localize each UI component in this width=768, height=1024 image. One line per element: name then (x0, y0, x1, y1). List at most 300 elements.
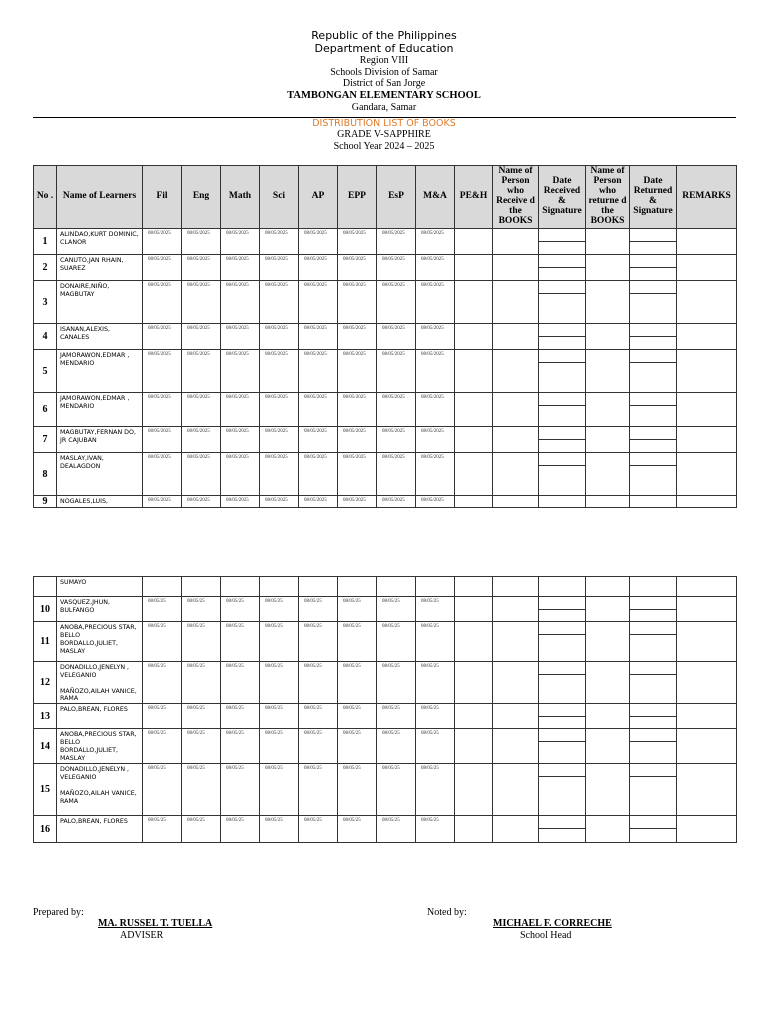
cell-returner (586, 453, 630, 496)
cell-date-returned (630, 816, 677, 843)
date-epp: 08/05/2025 (338, 393, 377, 427)
cell-peh (455, 427, 493, 453)
table-row (34, 704, 737, 729)
date-eng: 08/05/2025 (182, 229, 221, 255)
date-ap: 08/05/25 (299, 622, 338, 662)
date-math: 08/05/25 (221, 816, 260, 843)
signature-divider (630, 741, 676, 742)
date-fil: 08/05/2025 (143, 496, 182, 508)
date-fil: 08/05/2025 (143, 229, 182, 255)
cell-peh (455, 816, 493, 843)
learner-name (57, 281, 143, 324)
date-sci: 08/05/2025 (260, 255, 299, 281)
date-epp: 08/05/2025 (338, 453, 377, 496)
table-row (34, 662, 737, 704)
date-sci: 08/05/25 (260, 704, 299, 729)
table-row (34, 453, 737, 496)
cell-peh (455, 393, 493, 427)
date-epp: 08/05/25 (338, 764, 377, 816)
cell-remarks (677, 393, 737, 427)
learner-name (57, 496, 143, 508)
date-fil: 08/05/2025 (143, 453, 182, 496)
noted-by-name: MICHAEL F. CORRECHE (493, 918, 612, 929)
cell-peh (455, 704, 493, 729)
school-year: School Year 2024 – 2025 (333, 141, 435, 153)
row-number: 16 (34, 816, 57, 843)
cell-receiver (493, 427, 539, 453)
learner-name-text: CANUTO,JAN RHAIN, SUAREZ (60, 257, 124, 272)
date-ma (416, 577, 455, 597)
date-ap: 08/05/2025 (299, 324, 338, 350)
date-ap: 08/05/2025 (299, 453, 338, 496)
cell-date-returned (630, 453, 677, 496)
date-ap (299, 577, 338, 597)
col-peh: PE&H (455, 166, 493, 229)
col-name: Name of Learners (57, 166, 143, 229)
cell-date-returned (630, 764, 677, 816)
signature-divider (539, 716, 585, 717)
date-sci: 08/05/2025 (260, 453, 299, 496)
date-ap: 08/05/2025 (299, 229, 338, 255)
table-row (34, 324, 737, 350)
date-math: 08/05/25 (221, 704, 260, 729)
date-eng: 08/05/2025 (182, 255, 221, 281)
distribution-table-1 (33, 165, 737, 508)
cell-peh (455, 255, 493, 281)
cell-date-received (539, 577, 586, 597)
col-date-received: Date Received & Signature (539, 166, 586, 229)
col-esp: EsP (377, 166, 416, 229)
prepared-by-label: Prepared by: (33, 907, 84, 918)
cell-receiver (493, 255, 539, 281)
cell-peh (455, 577, 493, 597)
date-sci: 08/05/25 (260, 622, 299, 662)
col-no: No . (34, 166, 57, 229)
cell-peh (455, 764, 493, 816)
distribution-table-2 (33, 576, 737, 843)
signature-divider (539, 362, 585, 363)
date-esp: 08/05/2025 (377, 281, 416, 324)
col-remarks: REMARKS (677, 166, 737, 229)
cell-returner (586, 662, 630, 704)
date-ma: 08/05/2025 (416, 324, 455, 350)
date-ap: 08/05/2025 (299, 350, 338, 393)
date-epp: 08/05/25 (338, 622, 377, 662)
signature-divider (539, 405, 585, 406)
date-fil: 08/05/2025 (143, 393, 182, 427)
date-epp: 08/05/25 (338, 597, 377, 622)
learner-name (57, 662, 143, 704)
table-row (34, 393, 737, 427)
col-ma: M&A (416, 166, 455, 229)
date-fil: 08/05/25 (143, 597, 182, 622)
learner-name-text: DONADILLO,JENELYN , VELEGANIO MAÑOZO,AILAH VANICE, RAMA (60, 766, 137, 805)
signature-divider (539, 267, 585, 268)
date-ap: 08/05/2025 (299, 496, 338, 508)
table-row (34, 255, 737, 281)
cell-receiver (493, 229, 539, 255)
date-ap: 08/05/2025 (299, 281, 338, 324)
cell-peh (455, 622, 493, 662)
cell-date-received (539, 496, 586, 508)
date-esp: 08/05/2025 (377, 255, 416, 281)
date-esp: 08/05/25 (377, 704, 416, 729)
table-row (34, 816, 737, 843)
cell-receiver (493, 764, 539, 816)
cell-peh (455, 662, 493, 704)
table-row (34, 496, 737, 508)
cell-date-returned (630, 324, 677, 350)
date-epp: 08/05/2025 (338, 281, 377, 324)
cell-remarks (677, 729, 737, 764)
cell-date-returned (630, 662, 677, 704)
cell-receiver (493, 577, 539, 597)
learner-name-text: DONADILLO,JENELYN , VELEGANIO MAÑOZO,AILAH VANICE, RAMA (60, 664, 137, 703)
cell-receiver (493, 597, 539, 622)
learner-name-text: JAMORAWON,EDMAR , MENDARIO (60, 395, 130, 410)
cell-date-returned (630, 350, 677, 393)
date-fil: 08/05/2025 (143, 427, 182, 453)
table-header-row (34, 166, 737, 229)
date-epp: 08/05/2025 (338, 427, 377, 453)
col-epp: EPP (338, 166, 377, 229)
date-math: 08/05/25 (221, 622, 260, 662)
date-eng: 08/05/2025 (182, 350, 221, 393)
cell-remarks (677, 622, 737, 662)
date-eng: 08/05/25 (182, 704, 221, 729)
learner-name (57, 393, 143, 427)
date-ma: 08/05/2025 (416, 393, 455, 427)
date-ap: 08/05/2025 (299, 427, 338, 453)
header-location: Gandara, Samar (351, 101, 417, 113)
date-sci: 08/05/25 (260, 729, 299, 764)
date-esp: 08/05/25 (377, 622, 416, 662)
cell-date-returned (630, 729, 677, 764)
row-number: 11 (34, 622, 57, 662)
date-esp: 08/05/25 (377, 662, 416, 704)
row-number: 8 (34, 453, 57, 496)
cell-remarks (677, 229, 737, 255)
cell-receiver (493, 496, 539, 508)
cell-receiver (493, 453, 539, 496)
learner-name-text: JAMORAWON,EDMAR , MENDARIO (60, 352, 130, 367)
learner-name (57, 229, 143, 255)
cell-date-returned (630, 255, 677, 281)
date-epp: 08/05/25 (338, 662, 377, 704)
col-ap: AP (299, 166, 338, 229)
date-eng: 08/05/25 (182, 597, 221, 622)
date-eng (182, 577, 221, 597)
date-ma: 08/05/25 (416, 704, 455, 729)
cell-date-returned (630, 496, 677, 508)
date-fil: 08/05/25 (143, 729, 182, 764)
header-department: Department of Education (314, 41, 454, 55)
cell-date-returned (630, 597, 677, 622)
cell-remarks (677, 764, 737, 816)
row-number: 9 (34, 496, 57, 508)
signature-divider (630, 293, 676, 294)
date-esp: 08/05/25 (377, 764, 416, 816)
date-eng: 08/05/2025 (182, 496, 221, 508)
date-ma: 08/05/2025 (416, 350, 455, 393)
date-esp: 08/05/2025 (377, 496, 416, 508)
table-row (34, 729, 737, 764)
noted-by-role: School Head (520, 930, 572, 941)
cell-receiver (493, 281, 539, 324)
row-number: 4 (34, 324, 57, 350)
date-ap: 08/05/2025 (299, 393, 338, 427)
learner-name (57, 453, 143, 496)
table-row (34, 577, 737, 597)
row-number: 15 (34, 764, 57, 816)
signature-divider (539, 741, 585, 742)
cell-date-received (539, 281, 586, 324)
date-ap: 08/05/25 (299, 597, 338, 622)
date-sci: 08/05/2025 (260, 281, 299, 324)
date-ma: 08/05/25 (416, 622, 455, 662)
signature-divider (630, 828, 676, 829)
cell-returner (586, 350, 630, 393)
cell-returner (586, 704, 630, 729)
cell-date-received (539, 729, 586, 764)
learner-name (57, 350, 143, 393)
row-number: 1 (34, 229, 57, 255)
cell-returner (586, 255, 630, 281)
cell-remarks (677, 255, 737, 281)
date-sci: 08/05/2025 (260, 496, 299, 508)
date-ma: 08/05/2025 (416, 496, 455, 508)
date-fil: 08/05/25 (143, 764, 182, 816)
cell-date-returned (630, 427, 677, 453)
cell-date-received (539, 764, 586, 816)
date-ma: 08/05/2025 (416, 255, 455, 281)
cell-date-received (539, 453, 586, 496)
cell-date-returned (630, 393, 677, 427)
cell-returner (586, 281, 630, 324)
signature-divider (630, 776, 676, 777)
cell-remarks (677, 704, 737, 729)
date-math: 08/05/2025 (221, 427, 260, 453)
cell-date-received (539, 350, 586, 393)
cell-date-received (539, 622, 586, 662)
date-ma: 08/05/2025 (416, 453, 455, 496)
date-epp: 08/05/25 (338, 704, 377, 729)
learner-name-text: PALO,BREAN, FLORES (60, 706, 128, 714)
cell-returner (586, 622, 630, 662)
date-eng: 08/05/25 (182, 764, 221, 816)
cell-returner (586, 816, 630, 843)
table-row (34, 597, 737, 622)
learner-name (57, 255, 143, 281)
date-math (221, 577, 260, 597)
date-ap: 08/05/2025 (299, 255, 338, 281)
date-esp (377, 577, 416, 597)
signature-divider (630, 609, 676, 610)
col-returner: Name of Person who returne d the BOOKS (586, 166, 630, 229)
cell-remarks (677, 577, 737, 597)
learner-name (57, 577, 143, 597)
learner-name-text: MAGBUTAY,FERNAN DO, JR CAJUBAN (60, 429, 136, 444)
signature-divider (630, 267, 676, 268)
signature-divider (630, 465, 676, 466)
cell-remarks (677, 816, 737, 843)
prepared-by-name: MA. RUSSEL T. TUELLA (98, 918, 213, 929)
cell-date-received (539, 393, 586, 427)
date-eng: 08/05/25 (182, 622, 221, 662)
cell-receiver (493, 662, 539, 704)
row-number: 14 (34, 729, 57, 764)
date-math: 08/05/2025 (221, 229, 260, 255)
date-esp: 08/05/25 (377, 816, 416, 843)
table-row (34, 622, 737, 662)
cell-remarks (677, 662, 737, 704)
date-ap: 08/05/25 (299, 704, 338, 729)
signature-divider (630, 241, 676, 242)
cell-date-received (539, 704, 586, 729)
date-sci: 08/05/2025 (260, 324, 299, 350)
col-sci: Sci (260, 166, 299, 229)
date-epp (338, 577, 377, 597)
date-fil: 08/05/2025 (143, 350, 182, 393)
date-eng: 08/05/25 (182, 729, 221, 764)
learner-name-text: ANOBA,PRECIOUS STAR, BELLO BORDALLO,JULIET, MASLAY (60, 731, 137, 762)
date-ma: 08/05/25 (416, 662, 455, 704)
cell-peh (455, 229, 493, 255)
date-fil: 08/05/2025 (143, 281, 182, 324)
date-eng: 08/05/2025 (182, 393, 221, 427)
learner-name (57, 597, 143, 622)
signature-divider (539, 336, 585, 337)
header-school: TAMBONGAN ELEMENTARY SCHOOL (287, 89, 481, 101)
signature-divider (539, 293, 585, 294)
signature-divider (630, 439, 676, 440)
signature-divider (630, 336, 676, 337)
table-row (34, 281, 737, 324)
date-ma: 08/05/2025 (416, 229, 455, 255)
date-eng: 08/05/2025 (182, 453, 221, 496)
date-esp: 08/05/2025 (377, 393, 416, 427)
learner-name-text: SUMAYO (60, 579, 87, 586)
date-esp: 08/05/25 (377, 597, 416, 622)
date-ma: 08/05/2025 (416, 281, 455, 324)
table-row (34, 350, 737, 393)
row-number: 2 (34, 255, 57, 281)
cell-peh (455, 453, 493, 496)
col-math: Math (221, 166, 260, 229)
cell-date-received (539, 229, 586, 255)
signature-divider (539, 776, 585, 777)
signature-divider (539, 674, 585, 675)
row-number: 6 (34, 393, 57, 427)
col-receiver: Name of Person who Receive d the BOOKS (493, 166, 539, 229)
row-number: 13 (34, 704, 57, 729)
cell-peh (455, 281, 493, 324)
cell-peh (455, 496, 493, 508)
learner-name-text: ISANAN,ALEXIS, CANALES (60, 326, 110, 341)
date-esp: 08/05/2025 (377, 324, 416, 350)
date-epp: 08/05/2025 (338, 350, 377, 393)
cell-peh (455, 324, 493, 350)
row-number: 7 (34, 427, 57, 453)
signature-divider (539, 609, 585, 610)
header-division: Schools Division of Samar (330, 66, 438, 78)
row-number (34, 577, 57, 597)
col-fil: Fil (143, 166, 182, 229)
date-sci: 08/05/2025 (260, 350, 299, 393)
date-epp: 08/05/2025 (338, 324, 377, 350)
noted-by-label: Noted by: (427, 907, 467, 918)
cell-date-received (539, 816, 586, 843)
cell-date-received (539, 662, 586, 704)
date-esp: 08/05/2025 (377, 350, 416, 393)
date-ma: 08/05/25 (416, 764, 455, 816)
date-math: 08/05/2025 (221, 324, 260, 350)
cell-date-returned (630, 622, 677, 662)
date-fil (143, 577, 182, 597)
col-eng: Eng (182, 166, 221, 229)
signature-divider (539, 634, 585, 635)
signature-divider (630, 405, 676, 406)
signature-divider (630, 634, 676, 635)
learner-name (57, 622, 143, 662)
date-math: 08/05/25 (221, 764, 260, 816)
learner-name-text: VASQUEZ,JHUN, BULFANGO (60, 599, 110, 614)
learner-name-text: DONAIRE,NIÑO, MAGBUTAY (60, 283, 110, 298)
col-date-returned: Date Returned & Signature (630, 166, 677, 229)
date-eng: 08/05/2025 (182, 427, 221, 453)
date-esp: 08/05/25 (377, 729, 416, 764)
date-esp: 08/05/2025 (377, 229, 416, 255)
learner-name-text: MASLAY,IVAN, DEALAGDON (60, 455, 104, 470)
cell-date-returned (630, 229, 677, 255)
cell-returner (586, 427, 630, 453)
date-math: 08/05/2025 (221, 281, 260, 324)
cell-date-returned (630, 281, 677, 324)
date-fil: 08/05/25 (143, 816, 182, 843)
date-fil: 08/05/2025 (143, 324, 182, 350)
document-subheader (0, 118, 768, 153)
cell-remarks (677, 496, 737, 508)
header-republic: Republic of the Philippines (311, 29, 457, 42)
date-ma: 08/05/2025 (416, 427, 455, 453)
cell-peh (455, 350, 493, 393)
date-fil: 08/05/25 (143, 662, 182, 704)
cell-receiver (493, 704, 539, 729)
cell-remarks (677, 453, 737, 496)
cell-returner (586, 496, 630, 508)
date-sci (260, 577, 299, 597)
date-ap: 08/05/25 (299, 816, 338, 843)
cell-date-received (539, 597, 586, 622)
date-sci: 08/05/25 (260, 597, 299, 622)
row-number: 3 (34, 281, 57, 324)
date-math: 08/05/25 (221, 597, 260, 622)
date-math: 08/05/2025 (221, 350, 260, 393)
header-region: Region VIII (359, 55, 409, 67)
table-row (34, 229, 737, 255)
date-esp: 08/05/2025 (377, 427, 416, 453)
date-epp: 08/05/25 (338, 816, 377, 843)
row-number: 5 (34, 350, 57, 393)
date-math: 08/05/2025 (221, 496, 260, 508)
cell-receiver (493, 350, 539, 393)
date-epp: 08/05/2025 (338, 229, 377, 255)
learner-name-text: ANOBA,PRECIOUS STAR, BELLO BORDALLO,JULIET, MASLAY (60, 624, 137, 655)
date-sci: 08/05/2025 (260, 427, 299, 453)
date-fil: 08/05/25 (143, 622, 182, 662)
learner-name-text: ALINDAO,KURT DOMINIC, CLANOR (60, 231, 139, 246)
table-row (34, 427, 737, 453)
